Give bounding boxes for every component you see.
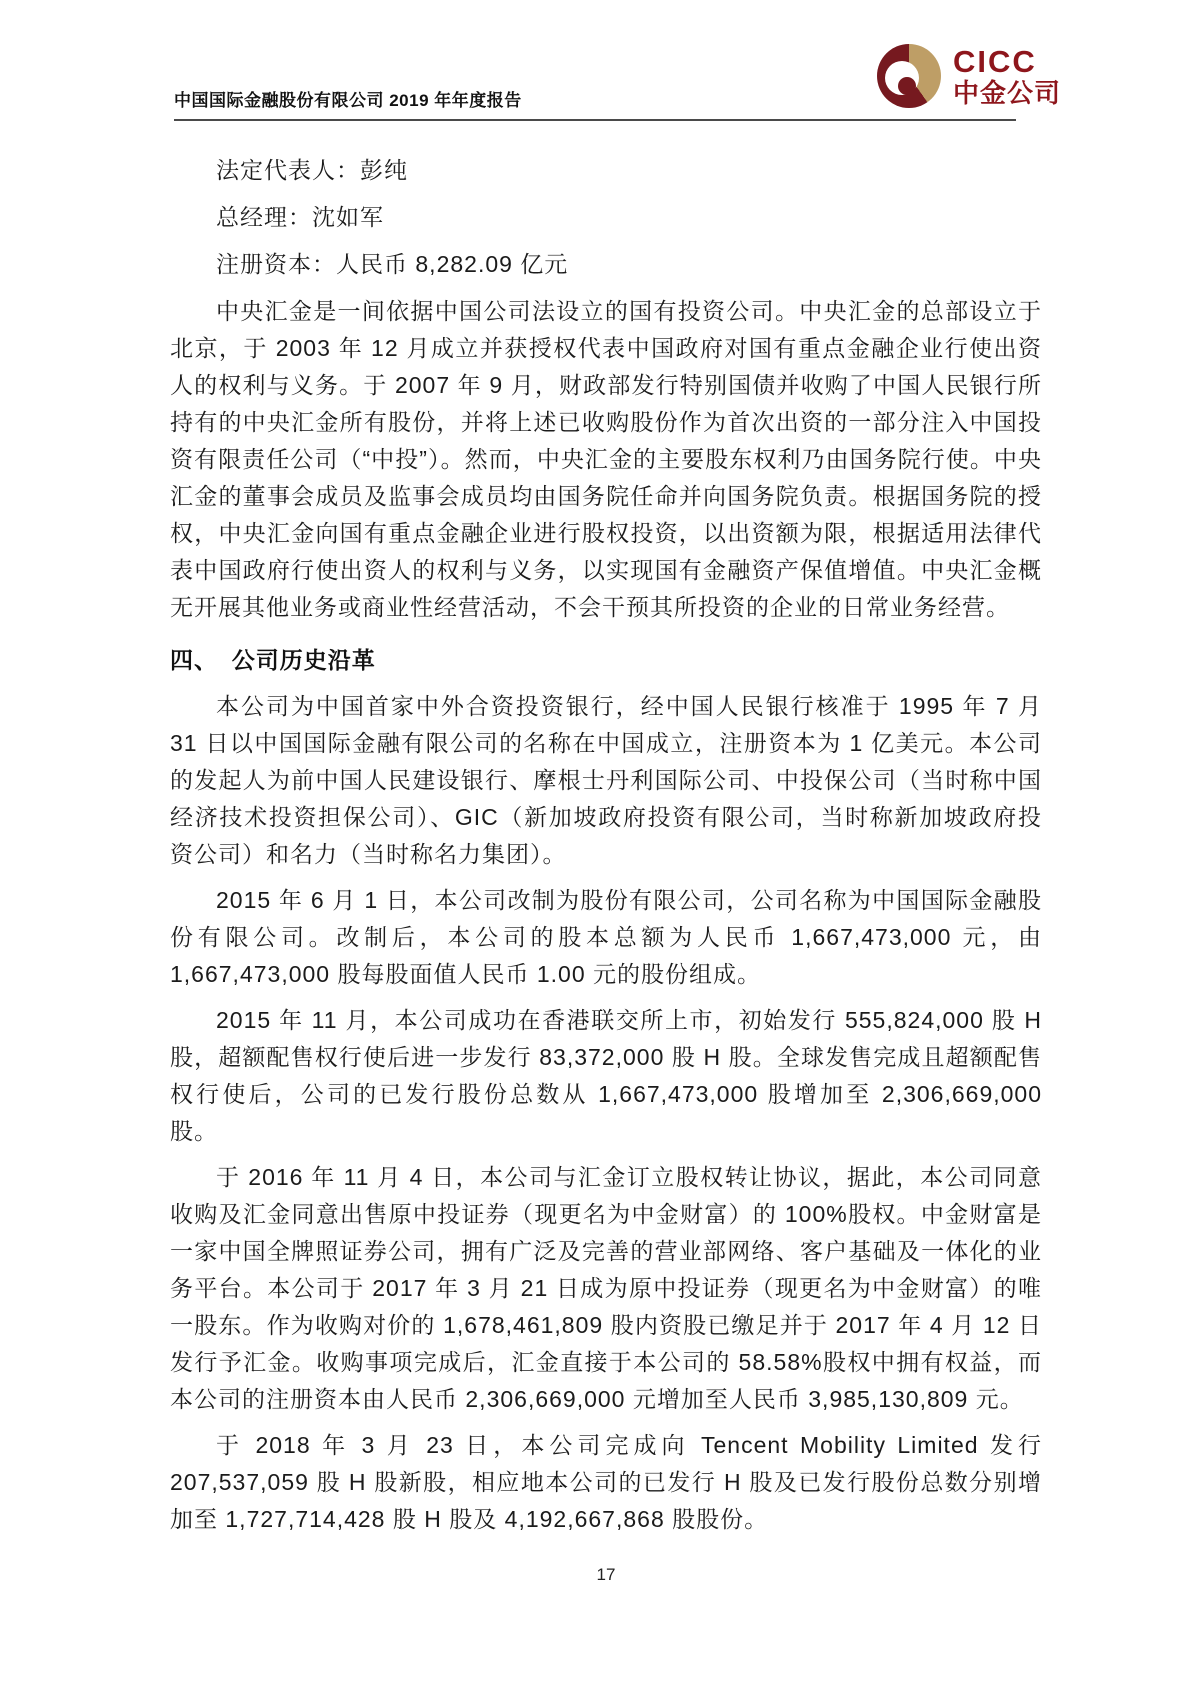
logo-wordmark — [953, 46, 1061, 106]
paragraph-founding-1995: 本公司为中国首家中外合资投资银行，经中国人民银行核准于 1995 年 7 月 31 日以中国国际金融有限公司的名称在中国成立，注册资本为 1 亿美元。本公司的发起人为前中国人民建设银行、摩根士丹利国际公司、中投保公司（当时称中国经济技术投资担保公司）、GIC（新加坡政府投资有限公司，当时称新加坡政府投资公司）和名力（当时称名力集团）。 — [170, 693, 1042, 867]
logo-dot-shape — [898, 77, 916, 95]
section-title: 公司历史沿革 — [231, 647, 376, 673]
section-heading-company-history — [170, 642, 1042, 679]
logo-text-chinese: 中金公司 — [953, 78, 1062, 108]
page-number: 17 — [596, 1565, 616, 1584]
document-body — [170, 152, 1042, 1547]
legal-representative-line: 法定代表人：彭纯 — [216, 157, 408, 183]
report-title: 中国国际金融股份有限公司 2019 年年度报告 — [174, 91, 522, 110]
general-manager-line: 总经理：沈如军 — [216, 204, 384, 230]
registered-capital-line: 注册资本：人民币 8,282.09 亿元 — [216, 251, 569, 277]
cicc-logo — [877, 44, 1061, 108]
paragraph-restructuring-2015: 2015 年 6 月 1 日，本公司改制为股份有限公司，公司名称为中国国际金融股份有限公司。改制后，本公司的股本总额为人民币 1,667,473,000 元，由 1,667,473,000 股每股面值人民币 1.00 元的股份组成。 — [170, 887, 1042, 987]
logo-text-latin: CICC — [953, 44, 1037, 79]
section-number: 四、 — [170, 647, 218, 673]
paragraph-acquisition-2016: 于 2016 年 11 月 4 日，本公司与汇金订立股权转让协议，据此，本公司同意收购及汇金同意出售原中投证券（现更名为中金财富）的 100%股权。中金财富是一家中国全牌照证券公司，拥有广泛及完善的营业部网络、客户基础及一体化的业务平台。本公司于 2017 年 3 月 21 日成为原中投证券（现更名为中金财富）的唯一股东。作为收购对价的 1,678,461,809 股内资股已缴足并于 2017 年 4 月 12 日发行予汇金。收购事项完成后，汇金直接于本公司的 58.58%股权中拥有权益，而本公司的注册资本由人民币 2,306,669,000 元增加至人民币 3,985,130,809 元。 — [170, 1164, 1042, 1412]
paragraph-huijin-description: 中央汇金是一间依据中国公司法设立的国有投资公司。中央汇金的总部设立于北京，于 2003 年 12 月成立并获授权代表中国政府对国有重点金融企业行使出资人的权利与义务。于 2007 年 9 月，财政部发行特别国债并收购了中国人民银行所持有的中央汇金所有股份，并将上述已收购股份作为首次出资的一部分注入中国投资有限责任公司（“中投”）。然而，中央汇金的主要股东权利乃由国务院行使。中央汇金的董事会成员及监事会成员均由国务院任命并向国务院负责。根据国务院的授权，中央汇金向国有重点金融企业进行股权投资，以出资额为限，根据适用法律代表中国政府行使出资人的权利与义务，以实现国有金融资产保值增值。中央汇金概无开展其他业务或商业性经营活动，不会干预其所投资的企业的日常业务经营。 — [170, 298, 1042, 620]
paragraph-tencent-issue-2018: 于 2018 年 3 月 23 日，本公司完成向 Tencent Mobility Limited 发行 207,537,059 股 H 股新股，相应地本公司的已发行 H 股及已发行股份总数分别增加至 1,727,714,428 股 H 股及 4,192,667,868 股股份。 — [170, 1432, 1042, 1532]
cicc-logo-icon — [877, 44, 941, 108]
paragraph-hk-listing-2015: 2015 年 11 月，本公司成功在香港联交所上市，初始发行 555,824,000 股 H 股，超额配售权行使后进一步发行 83,372,000 股 H 股。全球发售完成且超额配售权行使后，公司的已发行股份总数从 1,667,473,000 股增加至 2,306,669,000 股。 — [170, 1007, 1042, 1144]
